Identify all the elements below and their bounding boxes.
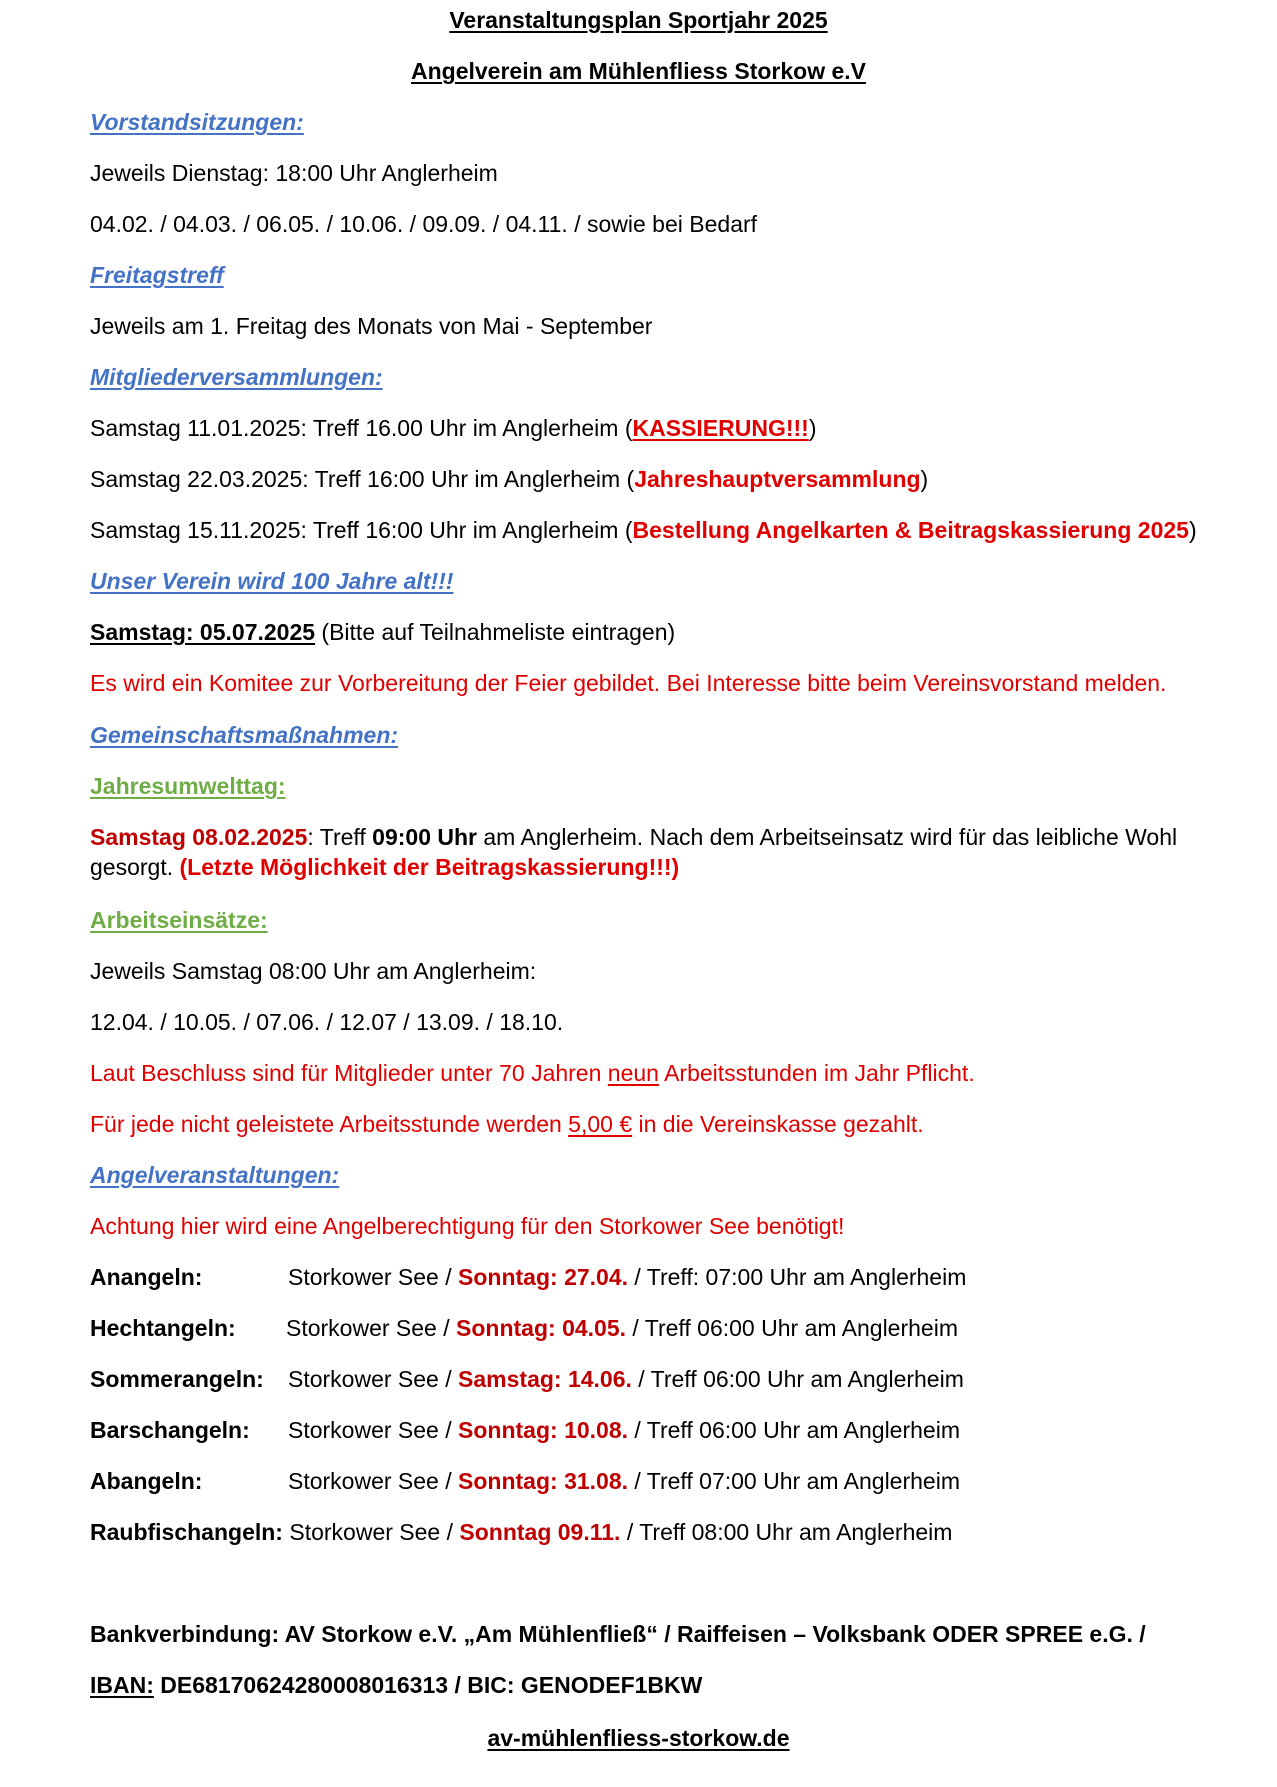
jubilaeum-note: (Bitte auf Teilnahmeliste eintragen) [315,619,676,645]
jubilaeum-date: Samstag: 05.07.2025 [90,619,316,645]
umwelttag-t2: am Anglerheim. Nach dem Arbeitseinsatz wird für das leibliche Wohl gesorgt. [90,824,1178,880]
mitglieder-item-highlight: Bestellung Angelkarten & Beitragskassierung 2025 [632,517,1189,543]
angel-event-row [90,1517,952,1547]
umwelttag-date: Samstag 08.02.2025 [90,824,308,850]
freitag-line1: Jeweils am 1. Freitag des Monats von Mai - September [90,313,653,339]
heading-gemeinschaft: Gemeinschaftsmaßnahmen: [90,722,399,748]
event-treff: / Treff 08:00 Uhr am Anglerheim [620,1519,953,1545]
umwelttag-t1: : Treff [307,824,373,850]
mitglieder-item [90,413,817,443]
heading-arbeitseinsaetze: Arbeitseinsätze: [90,907,268,933]
vorstand-line1: Jeweils Dienstag: 18:00 Uhr Anglerheim [90,160,498,186]
mitglieder-item-highlight: Jahreshauptversammlung [634,466,921,492]
heading-mitglieder: Mitgliederversammlungen: [90,364,383,390]
event-name: Sommerangeln: [90,1366,264,1392]
arbeit-pflicht [90,1058,975,1088]
event-name: Raubfischangeln: [90,1519,283,1545]
event-treff: / Treff: 07:00 Uhr am Anglerheim [628,1264,967,1290]
mitglieder-item-text: Samstag 15.11.2025: Treff 16:00 Uhr im Anglerheim ( [90,517,633,543]
kasse-b: in die Vereinskasse gezahlt. [632,1111,924,1137]
event-place: Storkower See / [282,1519,460,1545]
event-name: Anangeln: [90,1264,203,1290]
mitglieder-item-close: ) [808,415,817,441]
bank-details: Bankverbindung: AV Storkow e.V. „Am Mühlenfließ“ / Raiffeisen – Volksbank ODER SPREE e.G. / [90,1621,1146,1647]
kasse-u: 5,00 € [568,1111,633,1137]
arbeit-dates: 12.04. / 10.05. / 07.06. / 12.07 / 13.09. / 18.10. [90,1009,564,1035]
iban-value: DE68170624280008016313 / BIC: GENODEF1BKW [153,1672,703,1698]
event-date: Sonntag: 04.05. [456,1315,627,1341]
arbeit-kasse [90,1109,924,1139]
event-treff: / Treff 06:00 Uhr am Anglerheim [631,1366,964,1392]
event-date: Sonntag 09.11. [459,1519,621,1545]
mitglieder-item-text: Samstag 11.01.2025: Treff 16.00 Uhr im Anglerheim ( [90,415,633,441]
umwelttag-note: (Letzte Möglichkeit der Beitragskassierung!!!) [179,854,680,880]
event-date: Sonntag: 10.08. [458,1417,629,1443]
iban-line [90,1670,702,1700]
event-place: Storkower See / [288,1264,459,1290]
heading-freitagstreff: Freitagstreff [90,262,224,288]
heading-jahresumwelttag: Jahresumwelttag: [90,773,286,799]
pflicht-a: Laut Beschluss sind für Mitglieder unter 70 Jahren [90,1060,608,1086]
jubilaeum-komitee: Es wird ein Komitee zur Vorbereitung der Feier gebildet. Bei Interesse bitte beim Vereinsvorstand melden. [90,670,1167,696]
document-title: Veranstaltungsplan Sportjahr 2025 [449,7,828,33]
angel-event-row [90,1415,960,1445]
kasse-a: Für jede nicht geleistete Arbeitsstunde werden [90,1111,569,1137]
angel-warning: Achtung hier wird eine Angelberechtigung für den Storkower See benötigt! [90,1213,845,1239]
umwelttag-time: 09:00 Uhr [372,824,477,850]
angel-event-row [90,1313,958,1343]
event-date: Samstag: 14.06. [458,1366,632,1392]
club-name: Angelverein am Mühlenfliess Storkow e.V [410,58,866,84]
mitglieder-item [90,515,1197,545]
event-place: Storkower See / [288,1417,459,1443]
angel-event-row [90,1466,960,1496]
event-place: Storkower See / [288,1468,459,1494]
jubilaeum-date-line [90,617,675,647]
website-link[interactable]: av-mühlenfliess-storkow.de [487,1725,790,1751]
event-date: Sonntag: 27.04. [458,1264,629,1290]
event-treff: / Treff 06:00 Uhr am Anglerheim [626,1315,958,1341]
event-name: Barschangeln: [90,1417,250,1443]
umwelttag-text [90,822,1240,882]
angel-event-row [90,1262,966,1292]
mitglieder-item-highlight: KASSIERUNG!!! [632,415,809,441]
heading-jubilaeum: Unser Verein wird 100 Jahre alt!!! [90,568,454,594]
mitglieder-item-close: ) [1188,517,1197,543]
heading-angel: Angelveranstaltungen: [90,1162,340,1188]
pflicht-u: neun [607,1060,659,1086]
mitglieder-item-close: ) [920,466,929,492]
mitglieder-item [90,464,928,494]
angel-event-row [90,1364,964,1394]
event-name: Hechtangeln: [90,1315,236,1341]
mitglieder-item-text: Samstag 22.03.2025: Treff 16:00 Uhr im Anglerheim ( [90,466,635,492]
event-date: Sonntag: 31.08. [458,1468,629,1494]
event-treff: / Treff 06:00 Uhr am Anglerheim [628,1417,960,1443]
event-place: Storkower See / [288,1366,459,1392]
event-place: Storkower See / [286,1315,457,1341]
vorstand-dates: 04.02. / 04.03. / 06.05. / 10.06. / 09.09. / 04.11. / sowie bei Bedarf [90,211,758,237]
event-treff: / Treff 07:00 Uhr am Anglerheim [628,1468,960,1494]
arbeit-line1: Jeweils Samstag 08:00 Uhr am Anglerheim: [90,958,537,984]
event-name: Abangeln: [90,1468,203,1494]
pflicht-b: Arbeitsstunden im Jahr Pflicht. [658,1060,975,1086]
iban-label: IBAN: [90,1672,154,1698]
heading-vorstand: Vorstandsitzungen: [90,109,304,135]
